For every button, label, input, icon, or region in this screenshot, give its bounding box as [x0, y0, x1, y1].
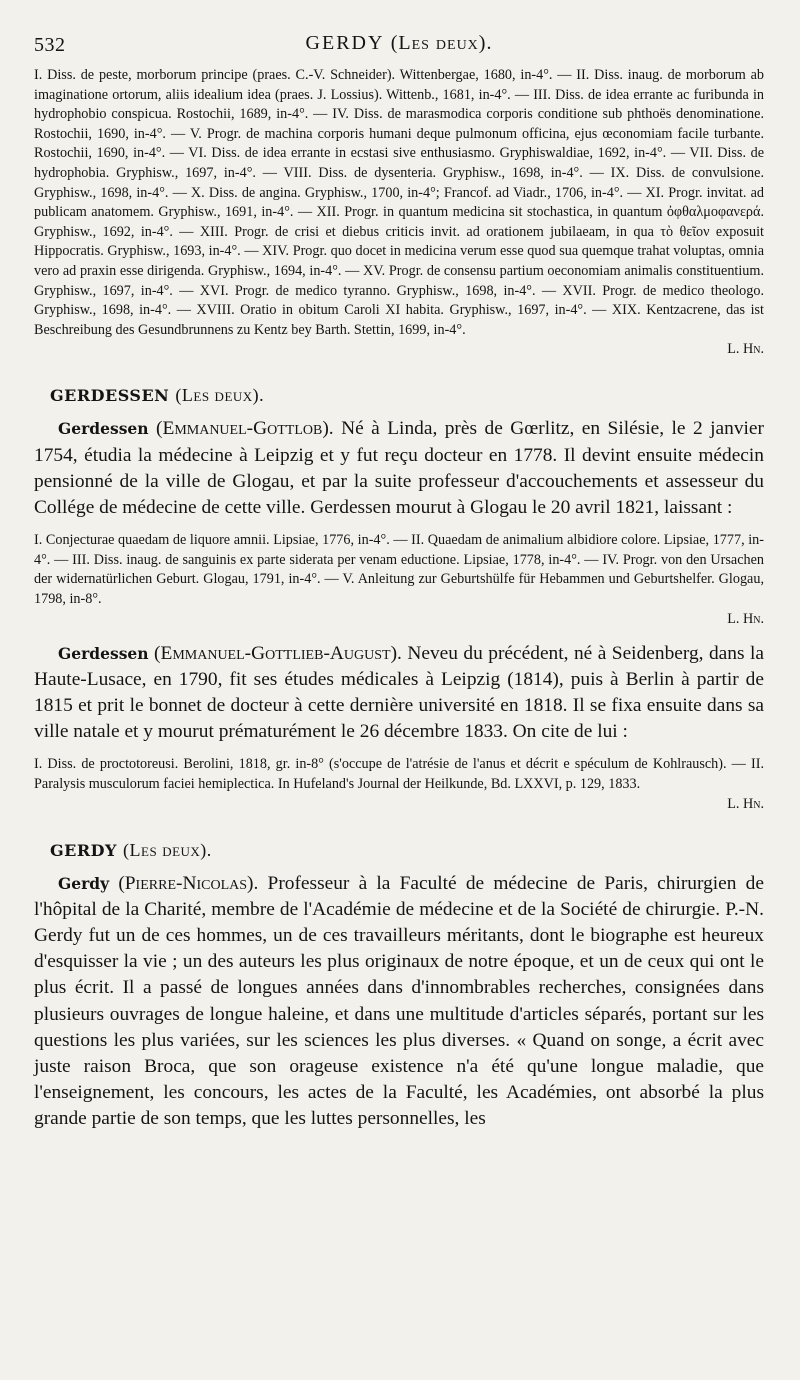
bibliography-block: I. Diss. de peste, morborum principe (praes. C.-V. Schneider). Wittenbergae, 1680, in-4°. — II. Diss. inaug. de morborum ab imaginatione ortorum, aliis idealium idea (praes. J. Lossius). Wittenb., 1681, in-4°. — III. Diss. de idea errante ac furibunda in hydrophobio conspicua. Rostochii, 1689, in-4°. — IV. Diss. de marasmodica corporis conditione sub phthoës denominatione. Rostochii, 1690, in-4°. — V. Progr. de machina corporis humani deque pulmonum officina, ejus œconomiam facile turbante. Rostochii, 1690, in-4°. — VI. Diss. de idea errante in ecstasi sive enthusiasmo. Gryphiswaldiae, 1692, in-4°. — VII. Diss. de hydrophobia. Gryphisw., 1697, in-4°. — VIII. Diss. de dysenteria. Gryphisw., 1698, in-4°. — IX. Diss. de convulsione. Gryphisw., 1698, in-4°. — X. Diss. de angina. Gryphisw., 1700, in-4°; Francof. ad Viadr., 1706, in-4°. — XI. Progr. invitat. ad publicam anatomem. Gryphisw., 1691, in-4°. — XII. Progr. in quantum medicina sit stochastica, in quantum ὀφθαλμοφανερά. Gryphisw., 1692, in-4°. — XIII. Progr. de crisi et diebus criticis invit. ad orationem jubilaeam, in qua τὸ θεῖον exposuit Hippocratis. Gryphisw., 1693, in-4°. — XIV. Progr. quo docet in medicina verum esse quod sua quemque trahat voluptas, omnia vero ad praxin esse dirigenda. Gryphisw., 1694, in-4°. — XV. Progr. de consensu partium oeconomiam animalis constituentium. Gryphisw., 1697, in-4°. — XVI. Progr. de medico tyranno. Gryphisw., 1698, in-4°. — XVII. Progr. de medico theologo. Gryphisw., 1698, in-4°. — XVIII. Oratio in obitum Caroli XI habita. Gryphisw., 1697, in-4°. — XIX. Kentzacrene, das ist Beschreibung des Gesundbrunnens zu Kentz bey Barth. Stettin, 1699, in-4°.	[34, 67, 764, 338]
bibliography-block: I. Conjecturae quaedam de liquore amnii. Lipsiae, 1776, in-4°. — II. Quaedam de animalium albidiore colore. Lipsiae, 1777, in-4°. — III. Diss. inaug. de sanguinis ex parte siderata per venam eductione. Lipsiae, 1778, in-4°. — IV. Progr. von den Ursachen der widernatürlichen Geburt. Glogau, 1791, in-4°. — V. Anleitung zur Geburtshülfe für Hebammen und Geburtshelfer. Glogau, 1798, in-8°.	[34, 532, 764, 607]
entry-text: Né à Linda, près de Gœrlitz, en Silésie, le 2 janvier 1754, étudia la médecine à Leipzig et y fut reçu docteur en 1778. Il devint ensuite médecin pensionné de la ville de Glogau, et par la suite professeur d'accouchements et assesseur du Collége de médecine de cette ville. Gerdessen mourut à Glogau le 20 avril 1821, laissant :	[34, 418, 764, 518]
section-heading-name: GERDESSEN	[50, 386, 170, 406]
bibliography-block: I. Diss. de proctotoreusi. Berolini, 1818, gr. in-8° (s'occupe de l'atrésie de l'anus et décrit e spéculum de Kohlrausch). — II. Paralysis musculorum faciei hemiplectica. In Hufeland's Journal der Heilkunde, Bd. LXXVI, p. 129, 1833.	[34, 756, 764, 792]
running-head-sub: (Les deux).	[390, 32, 493, 54]
entry-given-names: (Emmanuel-Gottlob).	[156, 418, 334, 440]
biography-entry	[34, 416, 764, 521]
author-signature: L. Hn.	[727, 795, 764, 812]
section-heading	[50, 385, 764, 406]
running-head	[34, 32, 764, 55]
entry-name: Gerdessen	[58, 419, 149, 439]
biography-entry	[34, 871, 764, 1133]
entry-name: Gerdessen	[58, 643, 149, 663]
section-heading-sub: (Les deux).	[123, 839, 212, 860]
biography-entry	[34, 641, 764, 746]
entry-given-names: (Pierre-Nicolas).	[118, 872, 259, 894]
entry-text: Professeur à la Faculté de médecine de Paris, chirurgien de l'hôpital de la Charité, membre de l'Académie de médecine et de la Société de chirurgie. P.-N. Gerdy fut un de ces hommes, un de ces travailleurs méritants, dont le biographe est heureux d'esquisser la vie ; un des auteurs les plus originaux de notre époque, et un de ceux qui ont le plus écrit. Il a passé de longues années dans d'innombrables recherches, consignées dans plusieurs ouvrages de longue haleine, et dans une multitude d'articles séparés, portant sur les questions les plus variées, sur les sciences les plus diverses. « Quand on songe, a écrit avec juste raison Broca, que son orageuse existence n'a été qu'une longue maladie, que l'enseignement, les concours, les actes de la Faculté, les Académies, ont absorbé la plus grande partie de son temps, que les luttes personnelles, les	[34, 872, 764, 1130]
entry-name: Gerdy	[58, 873, 110, 893]
section-heading-sub: (Les deux).	[175, 385, 265, 406]
entry-given-names: (Emmanuel-Gottlieb-August).	[154, 642, 402, 664]
author-signature: L. Hn.	[727, 341, 764, 358]
page-header	[34, 30, 764, 64]
section-heading-name: GERDY	[50, 840, 117, 860]
page-number: 532	[34, 34, 66, 56]
entry-text: Neveu du précédent, né à Seidenberg, dans la Haute-Lusace, en 1790, fit ses études médicales à Leipzig (1814), puis à Berlin à partir de 1815 et prit le bonnet de docteur à cette dernière université en 1818. Il se fixa ensuite dans sa ville natale et y mourut prématurément le 26 décembre 1833. On cite de lui :	[34, 642, 764, 743]
running-head-main: GERDY	[305, 32, 384, 54]
section-heading	[50, 840, 764, 861]
author-signature: L. Hn.	[727, 610, 764, 627]
